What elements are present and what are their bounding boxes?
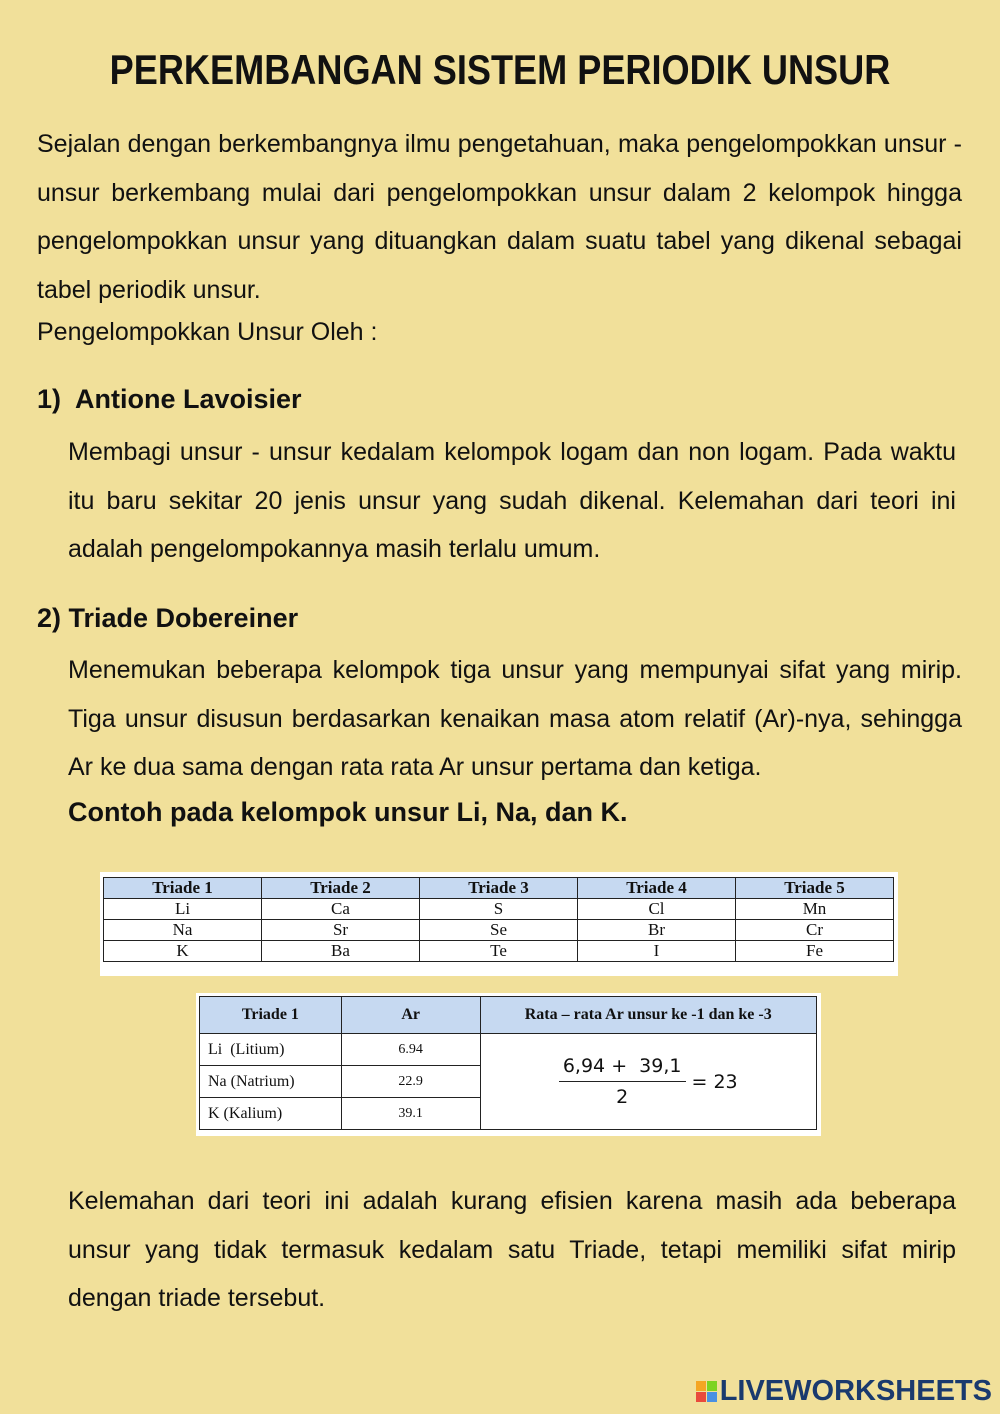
header-cell: Ar (341, 997, 480, 1034)
formula-result: = 23 (691, 1070, 738, 1093)
table-cell: S (420, 899, 578, 920)
header-cell: Triade 3 (420, 878, 578, 899)
ar-value-cell: 6.94 (341, 1034, 480, 1066)
section2-heading: 2) Triade Dobereiner (37, 603, 299, 633)
formula-cell (480, 1034, 817, 1130)
header-cell: Triade 1 (104, 878, 262, 899)
triade-table-image (100, 872, 898, 976)
table-cell: I (578, 941, 736, 962)
header-cell: Triade 4 (578, 878, 736, 899)
triade-table (103, 877, 894, 962)
header-cell: Rata – rata Ar unsur ke -1 dan ke -3 (480, 997, 817, 1034)
table-cell: Br (578, 920, 736, 941)
page-title: PERKEMBANGAN SISTEM PERIODIK UNSUR (109, 46, 891, 93)
table-cell: Fe (736, 941, 894, 962)
table-cell: Te (420, 941, 578, 962)
table-cell: Ba (262, 941, 420, 962)
table-cell: Ca (262, 899, 420, 920)
table-header-row (104, 878, 894, 899)
table-cell: Na (104, 920, 262, 941)
table-cell: K (104, 941, 262, 962)
ar-table-image (196, 993, 821, 1136)
element-name-cell: K (Kalium) (200, 1098, 342, 1130)
intro-paragraph: Sejalan dengan berkembangnya ilmu pengetahuan, maka pengelompokkan unsur - unsur berkembang mulai dari pengelompokkan unsur dalam 2 kelompok hingga pengelompokkan unsur yang dituangkan dalam suatu tabel yang dikenal sebagai tabel periodik unsur. (37, 130, 962, 304)
logo-text: LIVEWORKSHEETS (719, 1375, 992, 1407)
header-cell: Triade 2 (262, 878, 420, 899)
element-name-cell: Li (Litium) (200, 1034, 342, 1066)
section2-weakness: Kelemahan dari teori ini adalah kurang efisien karena masih ada beberapa unsur yang tidak termasuk kedalam satu Triade, tetapi memiliki sifat mirip dengan triade tersebut. (68, 1187, 956, 1312)
table-row (104, 899, 894, 920)
table-cell: Cr (736, 920, 894, 941)
header-cell: Triade 5 (736, 878, 894, 899)
logo-mark-icon (696, 1381, 717, 1402)
element-name-cell: Na (Natrium) (200, 1066, 342, 1098)
table-header-row (200, 997, 817, 1034)
table-cell: Se (420, 920, 578, 941)
table-cell: Sr (262, 920, 420, 941)
table-cell: Mn (736, 899, 894, 920)
grouping-subheading: Pengelompokkan Unsur Oleh : (37, 318, 378, 346)
ar-table (199, 996, 817, 1130)
example-heading: Contoh pada kelompok unsur Li, Na, dan K. (68, 797, 628, 827)
ar-value-cell: 22.9 (341, 1066, 480, 1098)
header-cell: Triade 1 (200, 997, 342, 1034)
section2-text: Menemukan beberapa kelompok tiga unsur yang mempunyai sifat yang mirip. Tiga unsur disusun berdasarkan kenaikan masa atom relatif (Ar)-nya, sehingga Ar ke dua sama dengan rata rata Ar unsur pertama dan ketiga. (68, 656, 962, 781)
table-row (104, 920, 894, 941)
section1-text: Membagi unsur - unsur kedalam kelompok logam dan non logam. Pada waktu itu baru sekitar 20 jenis unsur yang sudah dikenal. Kelemahan dari teori ini adalah pengelompokannya masih terlalu umum. (68, 438, 956, 563)
liveworksheets-logo (696, 1375, 992, 1408)
table-row (104, 941, 894, 962)
formula-denominator: 2 (616, 1086, 629, 1108)
table-cell: Li (104, 899, 262, 920)
formula-numerator: 6,94 + 39,1 (559, 1055, 686, 1082)
average-formula (559, 1055, 738, 1108)
ar-value-cell: 39.1 (341, 1098, 480, 1130)
table-cell: Cl (578, 899, 736, 920)
section1-heading: 1) Antione Lavoisier (37, 384, 302, 414)
table-row (200, 1034, 817, 1066)
